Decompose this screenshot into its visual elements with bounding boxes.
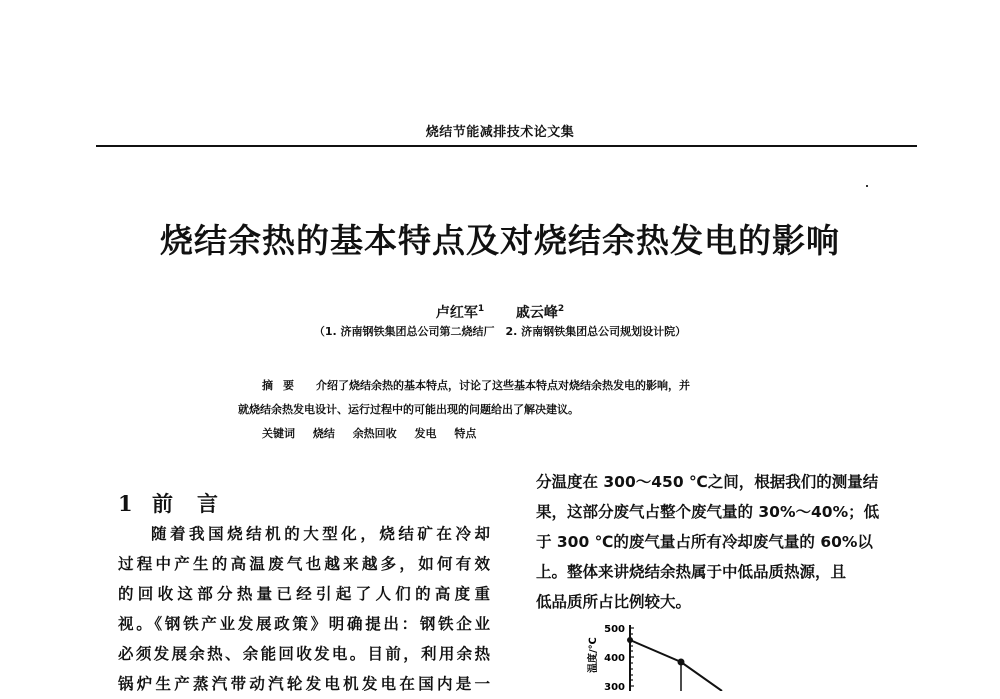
keyword: 烧结	[312, 427, 335, 440]
temperature-chart	[580, 615, 760, 691]
header-rule	[96, 145, 917, 147]
keywords	[262, 425, 490, 441]
left-column-body	[118, 519, 490, 699]
y-axis-label: 温度/℃	[588, 637, 599, 673]
chart-svg	[580, 615, 760, 691]
body-line: 分温度在 300～450 ℃之间，根据我们的测量结	[536, 473, 879, 491]
section-title: 前言	[152, 491, 242, 516]
abstract-label: 摘要	[262, 379, 304, 392]
body-line: 过程中产生的高温废气也越来越多，如何有效	[118, 555, 490, 573]
body-line: 视。《钢铁产业发展政策》明确提出：钢铁企业	[118, 615, 490, 633]
body-line: 必须发展余热、余能回收发电。目前，利用余热	[118, 645, 490, 663]
author-name: 戚云峰	[515, 305, 558, 321]
body-line: 低品质所占比例较大。	[536, 593, 692, 611]
keywords-label: 关键词	[262, 427, 295, 440]
author-name: 卢红军	[435, 305, 478, 321]
section-heading	[118, 488, 242, 518]
body-line: 锅炉生产蒸汽带动汽轮发电机发电在国内是一	[118, 675, 490, 693]
body-line: 随着我国烧结机的大型化，烧结矿在冷却	[151, 525, 490, 543]
body-line: 于 300 ℃的废气量占所有冷却废气量的 60%以	[536, 533, 873, 551]
keyword: 余热回收	[352, 427, 397, 440]
y-tick-300: 300	[604, 682, 625, 691]
y-tick-500: 500	[604, 624, 625, 635]
abstract-text: 介绍了烧结余热的基本特点，讨论了这些基本特点对烧结余热发电的影响，并	[316, 379, 690, 392]
body-line: 果，这部分废气占整个废气量的 30%～40%；低	[536, 503, 880, 521]
data-point	[627, 637, 633, 643]
paper-title: 烧结余热的基本特点及对烧结余热发电的影响	[160, 221, 840, 260]
body-line: 的回收这部分热量已经引起了人们的高度重	[118, 585, 490, 603]
affiliations: （1. 济南钢铁集团总公司第二烧结厂 2. 济南钢铁集团总公司规划设计院）	[313, 325, 687, 338]
abstract-line-2: 就烧结余热发电设计、运行过程中的可能出现的问题给出了解决建议。	[238, 403, 579, 416]
author-affil-mark: 2	[557, 304, 565, 314]
keyword: 发电	[414, 427, 437, 440]
data-line	[630, 640, 722, 691]
author-list	[0, 302, 1000, 322]
running-head: 烧结节能减排技术论文集	[425, 125, 575, 140]
keyword: 特点	[454, 427, 477, 440]
right-column-body	[536, 467, 908, 617]
scan-speck	[866, 185, 868, 187]
abstract-line-1	[262, 377, 690, 393]
body-line: 上。整体来讲烧结余热属于中低品质热源，且	[536, 563, 847, 581]
author-affil-mark: 1	[477, 304, 485, 314]
section-number: 1	[118, 491, 133, 516]
y-tick-400: 400	[604, 653, 625, 664]
